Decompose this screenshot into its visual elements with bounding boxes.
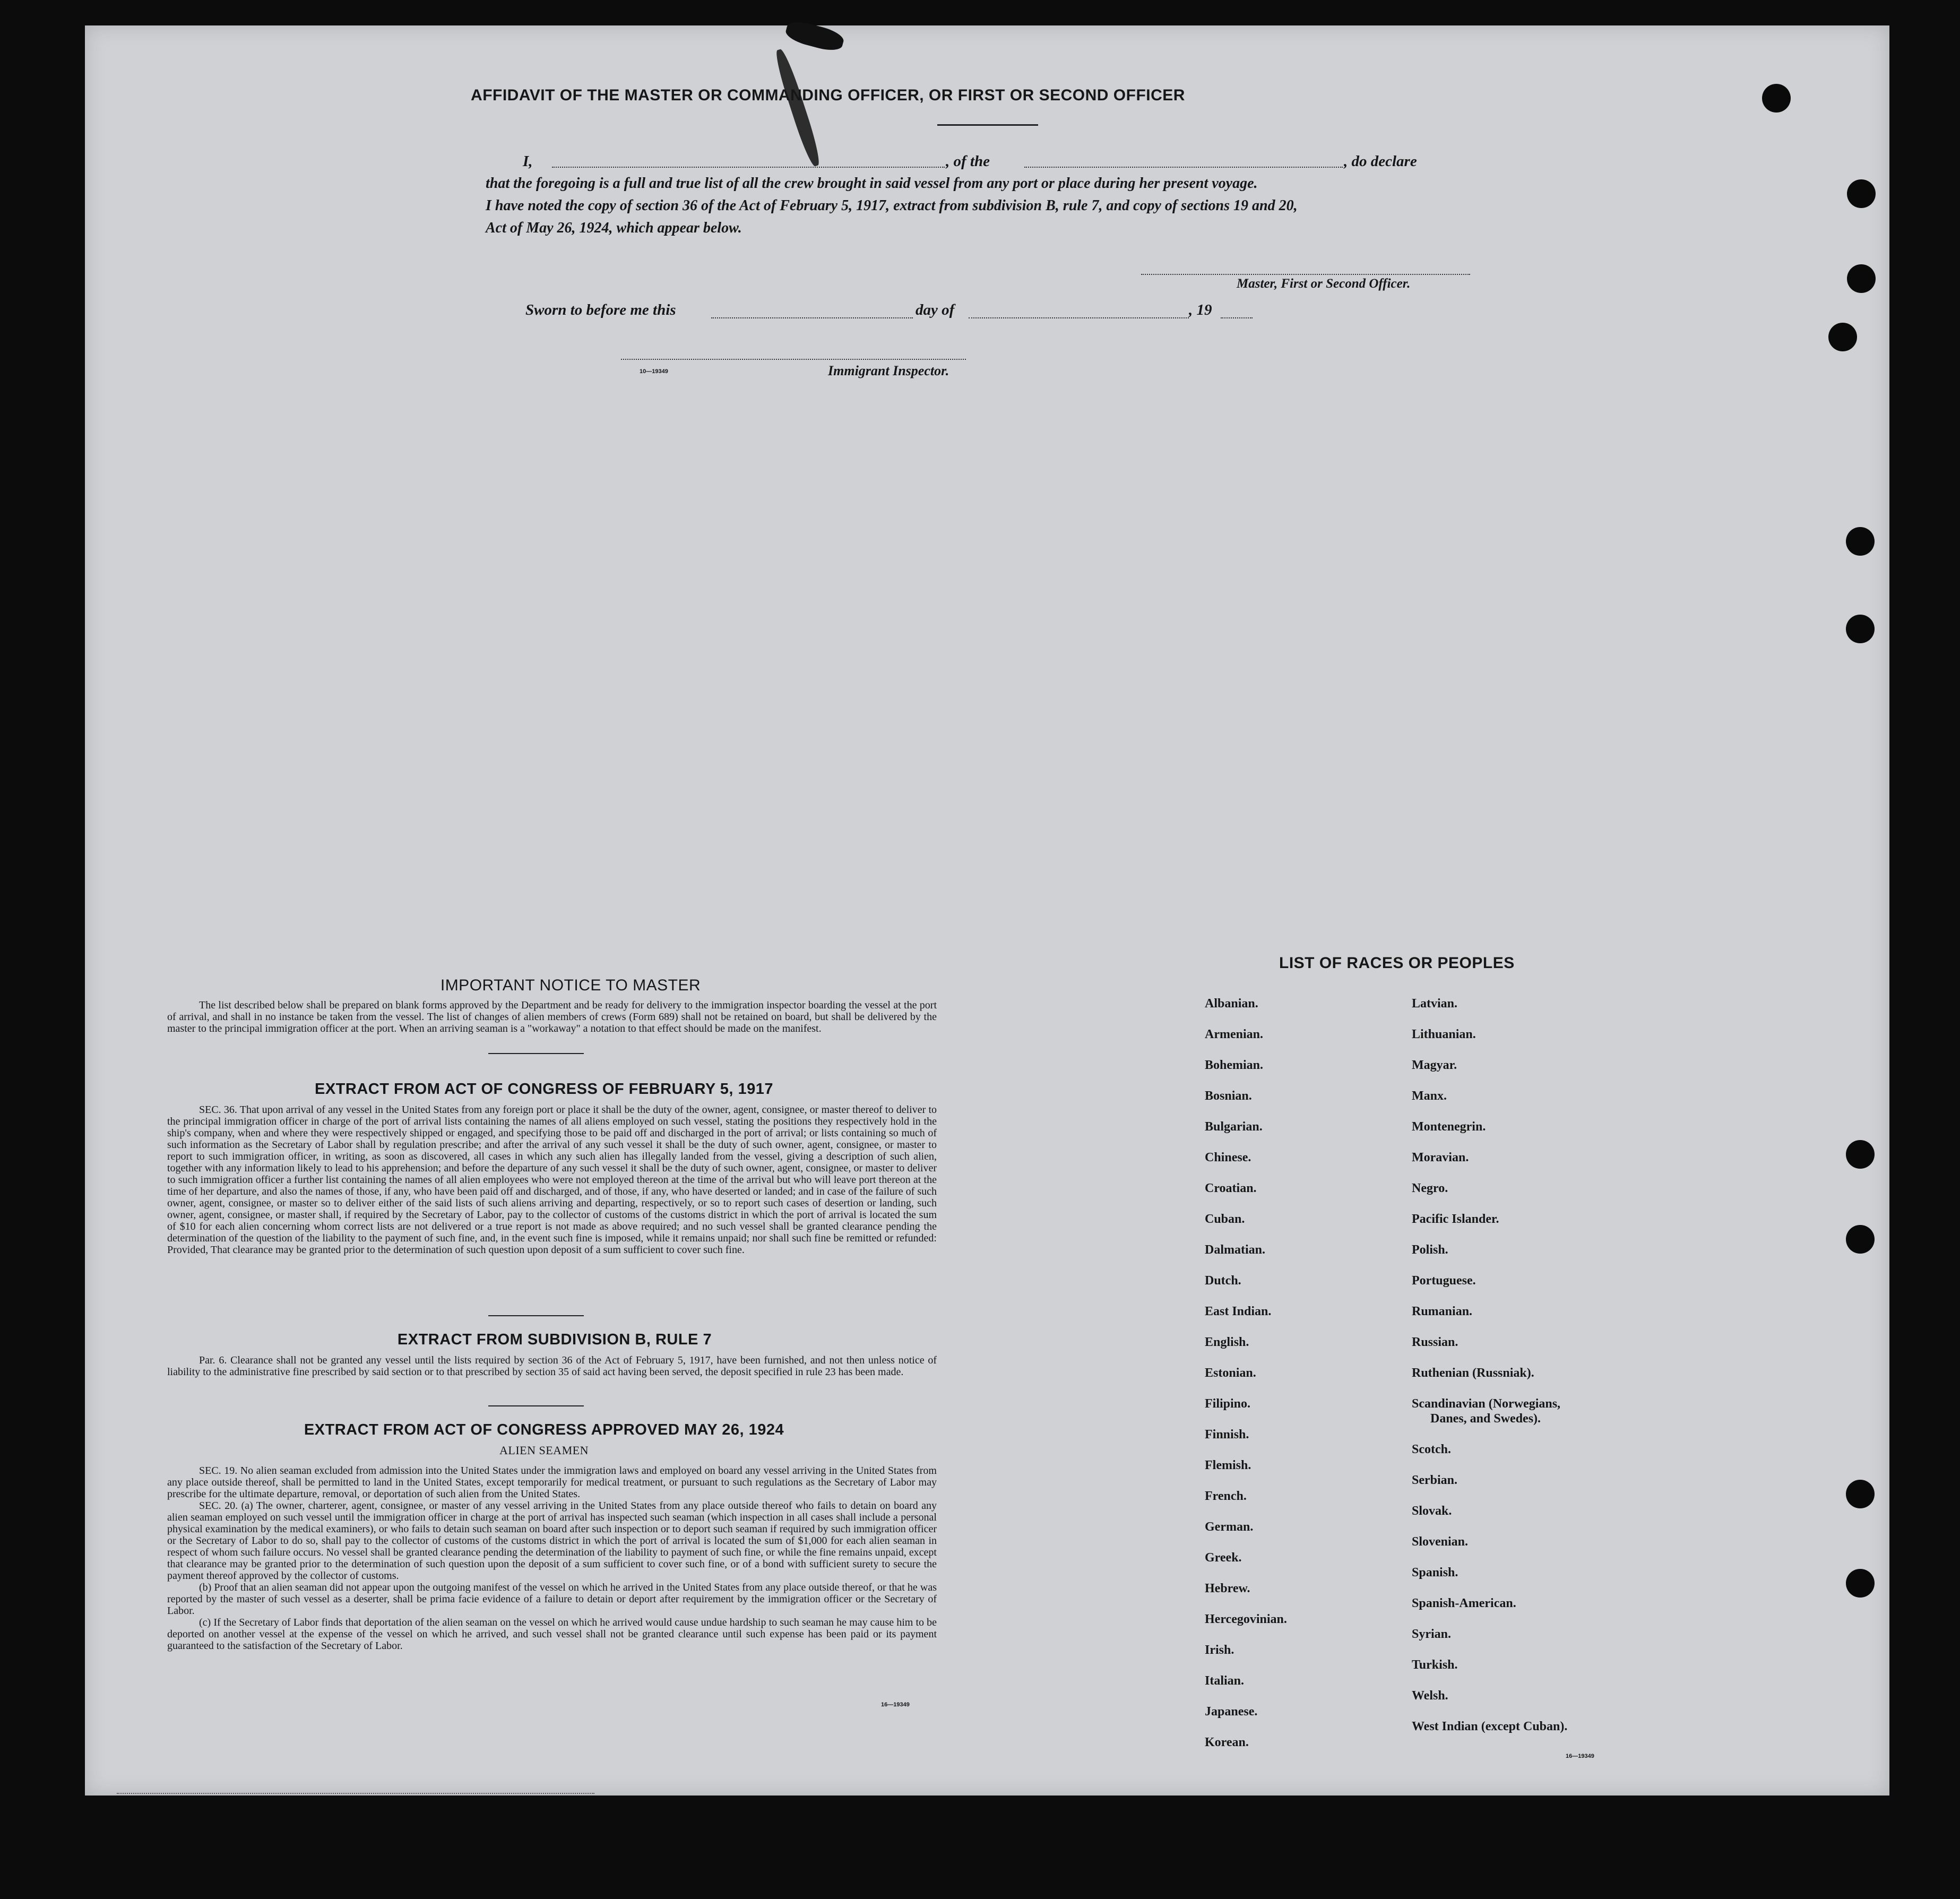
- race-item: Flemish.: [1205, 1458, 1251, 1472]
- race-item: Albanian.: [1205, 997, 1258, 1011]
- affidavit-of-the: , of the: [946, 153, 990, 170]
- race-item: Rumanian.: [1412, 1305, 1473, 1318]
- race-item: Spanish-American.: [1412, 1596, 1516, 1610]
- race-item: Montenegrin.: [1412, 1120, 1486, 1134]
- race-item: Russian.: [1412, 1335, 1458, 1349]
- race-item: Welsh.: [1412, 1689, 1448, 1703]
- sec19-text: SEC. 19. No alien seaman excluded from admission into the United States under the immigration laws and employed on board any vessel arriving in the United States from any place outside thereof, shall be permitted to land in the United States, except temporarily for medical treatment, or pursuant to such regulations as the Secretary of Labor may prescribe for the ultimate departure, removal, or deportation of such alien from the United States.: [167, 1465, 937, 1500]
- sworn-day-of: day of: [916, 301, 955, 318]
- punch-hole: [1762, 84, 1791, 113]
- form-code-races: 16—19349: [1566, 1753, 1594, 1759]
- race-item: Chinese.: [1205, 1151, 1251, 1164]
- race-item: English.: [1205, 1335, 1249, 1349]
- vessel-blank: [1024, 167, 1343, 168]
- extract-1924-body: [167, 1465, 937, 1652]
- punch-hole: [1847, 179, 1876, 208]
- race-item: Croatian.: [1205, 1181, 1257, 1195]
- race-item: German.: [1205, 1520, 1254, 1534]
- race-item: Finnish.: [1205, 1428, 1249, 1441]
- race-item: Scotch.: [1412, 1443, 1451, 1456]
- race-item: Syrian.: [1412, 1627, 1452, 1641]
- race-item: West Indian (except Cuban).: [1412, 1720, 1568, 1733]
- punch-hole: [1847, 264, 1876, 293]
- race-item: Filipino.: [1205, 1397, 1251, 1411]
- extract-rule7-text: Par. 6. Clearance shall not be granted any vessel until the lists required by section 36 of the Act of February 5, 1917, have been furnished, and not then unless notice of liability to the administrative fine prescribed by said section or to that prescribed by section 35 of said act having been served, the deposit specified in rule 23 has been made.: [167, 1354, 937, 1378]
- race-item: Armenian.: [1205, 1028, 1263, 1041]
- race-item: Magyar.: [1412, 1058, 1457, 1072]
- divider: [488, 1053, 584, 1054]
- inspector-label: Immigrant Inspector.: [828, 363, 949, 378]
- affidavit-i: I,: [523, 153, 533, 170]
- race-item: Pacific Islander.: [1412, 1212, 1499, 1226]
- ink-smudge: [772, 48, 823, 168]
- signature-line: [1141, 274, 1470, 275]
- ink-smudge: [784, 18, 846, 54]
- race-item: Slovenian.: [1412, 1535, 1469, 1549]
- race-item: Estonian.: [1205, 1366, 1256, 1380]
- sec20b-text: (b) Proof that an alien seaman did not appear upon the outgoing manifest of the vessel on which he arrived in the United States from any place outside thereof, or that he was reported by the master of such vessel as a deserter, shall be prima facie evidence of a failure to detain or deport after requirement by the immigration officer or the Secretary of Labor.: [167, 1582, 937, 1617]
- notice-title: IMPORTANT NOTICE TO MASTER: [440, 977, 701, 994]
- race-item: Serbian.: [1412, 1473, 1458, 1487]
- race-item: Hebrew.: [1205, 1582, 1250, 1595]
- races-title: LIST OF RACES OR PEOPLES: [1279, 954, 1515, 972]
- race-item: Turkish.: [1412, 1658, 1458, 1672]
- race-item: Danes, and Swedes).: [1430, 1412, 1541, 1426]
- extract-1924-title: EXTRACT FROM ACT OF CONGRESS APPROVED MAY 26, 1924: [304, 1421, 784, 1438]
- race-item: Portuguese.: [1412, 1274, 1476, 1288]
- race-item: Slovak.: [1412, 1504, 1452, 1518]
- race-item: Polish.: [1412, 1243, 1448, 1257]
- bottom-edge-mark: [117, 1793, 594, 1794]
- sworn-year: , 19: [1189, 301, 1212, 318]
- divider: [488, 1405, 584, 1406]
- signature-label: Master, First or Second Officer.: [1237, 277, 1411, 291]
- race-item: Cuban.: [1205, 1212, 1245, 1226]
- race-item: Italian.: [1205, 1674, 1245, 1688]
- race-item: Hercegovinian.: [1205, 1612, 1287, 1626]
- affidavit-line-1: [523, 153, 533, 170]
- sworn-prefix: Sworn to before me this: [525, 301, 676, 318]
- race-item: Dalmatian.: [1205, 1243, 1265, 1257]
- race-item: Bulgarian.: [1205, 1120, 1263, 1134]
- extract-rule7-title: EXTRACT FROM SUBDIVISION B, RULE 7: [397, 1331, 712, 1348]
- race-item: Dutch.: [1205, 1274, 1241, 1288]
- punch-hole: [1846, 1225, 1875, 1254]
- divider: [488, 1315, 584, 1316]
- race-item: Korean.: [1205, 1736, 1249, 1749]
- punch-hole: [1846, 1480, 1875, 1508]
- form-code-top: 10—19349: [640, 368, 668, 375]
- sworn-year-blank: [1221, 317, 1253, 318]
- race-item: Negro.: [1412, 1181, 1448, 1195]
- name-blank: [552, 167, 945, 168]
- race-item: Japanese.: [1205, 1705, 1258, 1719]
- form-code-bottom-left: 16—19349: [881, 1702, 910, 1708]
- race-item: Spanish.: [1412, 1566, 1458, 1579]
- punch-hole: [1846, 615, 1875, 643]
- sec20a-text: SEC. 20. (a) The owner, charterer, agent, consignee, or master of any vessel arriving in the United States from any place outside thereof who fails to detain on board any alien seaman employed on such vessel until the immigration officer in charge at the port of arrival has inspected such seaman (which inspection in all cases shall include a personal physical examination by the medical examiners), or who fails to detain such seaman on board after such inspection or to deport such seaman if required by such immigration officer or the Secretary of Labor to do so, shall pay to the collector of customs of the customs district in which the port of arrival is located the sum of $1,000 for each alien seaman in respect of whom such failure occurs. No vessel shall be granted clearance pending the determination of the liability to payment of such fine, or while the fine remains unpaid, except that clearance may be granted prior to the determination of such question upon the deposit of a sum sufficient to cover such fine, or of a bond with sufficient surety to secure the payment thereof approved by the collector of customs.: [167, 1500, 937, 1582]
- extract-1917-title: EXTRACT FROM ACT OF CONGRESS OF FEBRUARY 5, 1917: [314, 1081, 774, 1098]
- race-item: Scandinavian (Norwegians,: [1412, 1397, 1561, 1411]
- extract-1917-text: SEC. 36. That upon arrival of any vessel in the United States from any foreign port or place it shall be the duty of the owner, agent, consignee, or master thereof to deliver to the principal immigration officer in charge of the port of arrival lists containing the names of all aliens employed on such vessel, stating the positions they respectively hold in the ship's company, when and where they were respectively shipped or engaged, and specifying those to be paid off and discharged in the port of arrival; or lists containing so much of such information as the Secretary of Labor shall by regulation prescribe; and after the arrival of any such vessel it shall be the duty of such owner, agent, consignee, or master to report to such immigration officer, in writing, as soon as discovered, all cases in which any such alien has illegally landed from the vessel, giving a description of such alien, together with any information likely to lead to his apprehension; and before the departure of any such vessel it shall be the duty of such owner, agent, consignee, or master to deliver to such immigration officer a further list containing the names of all alien employees who were not employed thereon at the time of the arrival but who will leave port thereon at the time of her departure, and also the names of those, if any, who have been paid off and discharged, and of those, if any, who have deserted or landed; and in case of the failure of such owner, agent, consignee, or master so to deliver either of the said lists of such aliens arriving and departing, respectively, or so to report such cases of desertion or landing, such owner, agent, consignee, or master shall, if required by the Secretary of Labor, pay to the collector of customs of the customs district in which the port of arrival is located the sum of $10 for each alien concerning whom correct lists are not delivered or a true report is not made as above required; and no such vessel shall be granted clearance pending the determination of the question of the liability to the payment of such fine, and, in the event such fine is imposed, while it remains unpaid; nor shall such fine be remitted or refunded: Provided, That clearance may be granted prior to the determination of such question upon deposit of a sum sufficient to cover such fine.: [167, 1104, 937, 1256]
- race-item: Ruthenian (Russniak).: [1412, 1366, 1534, 1380]
- race-item: Moravian.: [1412, 1151, 1469, 1164]
- punch-hole: [1846, 527, 1875, 556]
- race-item: East Indian.: [1205, 1305, 1272, 1318]
- race-item: Lithuanian.: [1412, 1028, 1476, 1041]
- form-page: [85, 25, 1889, 1796]
- sec20c-text: (c) If the Secretary of Labor finds that deportation of the alien seaman on the vessel on which he arrived would cause undue hardship to such seaman he may cause him to be deported on another vessel at the expense of the vessel on which he arrived, and such vessel shall not be granted clearance until such expense has been paid or its payment guaranteed to the satisfaction of the Secretary of Labor.: [167, 1617, 937, 1652]
- race-item: Manx.: [1412, 1089, 1447, 1103]
- sworn-month-blank: [969, 317, 1189, 318]
- affidavit-line-2: that the foregoing is a full and true list of all the crew brought in said vessel from any port or place during her present voyage.: [486, 175, 1258, 192]
- punch-hole: [1846, 1569, 1875, 1598]
- race-item: Latvian.: [1412, 997, 1458, 1011]
- affidavit-line-4: Act of May 26, 1924, which appear below.: [486, 220, 742, 236]
- title-divider: [937, 124, 1038, 126]
- affidavit-declare: , do declare: [1344, 153, 1417, 170]
- affidavit-title: AFFIDAVIT OF THE MASTER OR COMMANDING OFFICER, OR FIRST OR SECOND OFFICER: [471, 87, 1185, 104]
- race-item: Bosnian.: [1205, 1089, 1252, 1103]
- race-item: Irish.: [1205, 1643, 1234, 1657]
- race-item: Greek.: [1205, 1551, 1242, 1565]
- race-item: French.: [1205, 1489, 1247, 1503]
- inspector-line: [621, 359, 966, 360]
- alien-seamen-subtitle: ALIEN SEAMEN: [499, 1444, 589, 1457]
- sworn-day-blank: [711, 317, 913, 318]
- race-item: Bohemian.: [1205, 1058, 1264, 1072]
- punch-hole: [1846, 1140, 1875, 1169]
- affidavit-line-3: I have noted the copy of section 36 of the Act of February 5, 1917, extract from subdivision B, rule 7, and copy of sections 19 and 20,: [486, 197, 1298, 214]
- punch-hole: [1828, 323, 1857, 351]
- notice-text: The list described below shall be prepared on blank forms approved by the Department and be ready for delivery to the immigration inspector boarding the vessel at the port of arrival, and shall in no instance be taken from the vessel. The list of changes of alien members of crews (Form 689) shall not be retained on board, but shall be delivered by the master to the principal immigration officer at the port. When an arriving seaman is a "workaway" a notation to that effect should be made on the manifest.: [167, 999, 937, 1034]
